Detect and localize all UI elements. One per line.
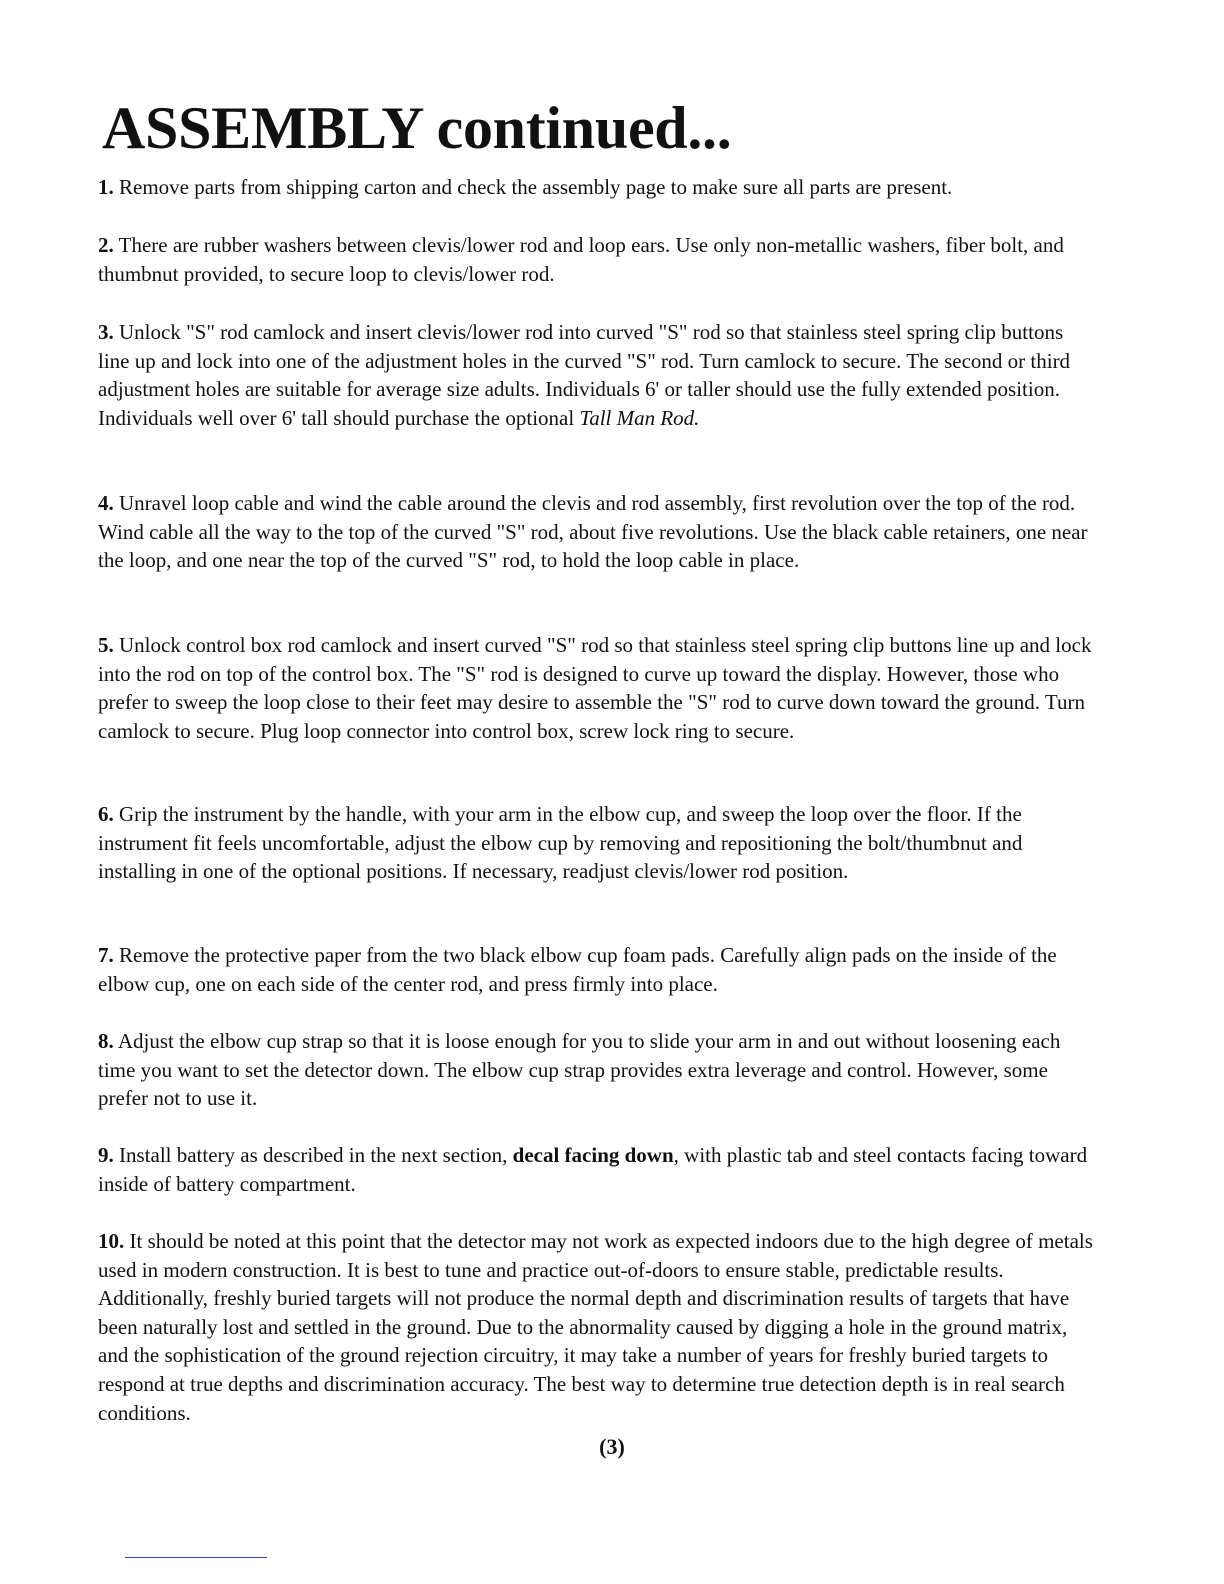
step-text: Unlock control box rod camlock and insert curved "S" rod so that stainless steel spring clip buttons line up and lock into the rod on top of the control box. The "S" rod is designed to curve up toward the display. However, those who prefer to sweep the loop close to their feet may desire to assemble the "S" rod to curve down toward the ground. Turn camlock to secure. Plug loop connector into control box, screw lock ring to secure. (98, 633, 1092, 743)
step-number: 6. (98, 802, 114, 826)
step-text: , with plastic tab and steel contacts facing toward inside of battery compartment. (98, 1143, 1088, 1196)
step-text: Remove parts from shipping carton and check the assembly page to make sure all parts are present. (113, 175, 953, 199)
footnote-rule (125, 1557, 267, 1558)
step-text: Unlock "S" rod camlock and insert clevis/lower rod into curved "S" rod so that stainless steel spring clip buttons line up and lock into one of the adjustment holes in the curved "S" rod. Turn camlock to secure. The second or third adjustment holes are suitable for average size adults. Individuals 6' or taller should use the fully extended position. Individuals well over 6' tall should purchase the optional (98, 320, 1071, 430)
step-text: Grip the instrument by the handle, with your arm in the elbow cup, and sweep the loop over the floor. If the instrument fit feels uncomfortable, adjust the elbow cup by removing and repositioning the bolt/thumbnut and installing in one of the optional positions. If necessary, readjust clevis/lower rod position. (98, 802, 1023, 884)
step-number: 1. (98, 175, 114, 199)
step-10 (98, 1227, 1098, 1427)
step-8 (98, 1027, 1098, 1113)
step-3 (98, 318, 1098, 432)
page-number: (3) (599, 1434, 625, 1459)
step-text: Install battery as described in the next section, (113, 1143, 513, 1167)
step-7 (98, 941, 1098, 998)
step-text: It should be noted at this point that the detector may not work as expected indoors due to the high degree of metals used in modern construction. It is best to tune and practice out-of-doors to ensure stable, predictable results. Additionally, freshly buried targets will not produce the normal depth and discrimination results of targets that have been naturally lost and settled in the ground. Due to the abnormality caused by digging a hole in the ground matrix, and the sophistication of the ground rejection circuitry, it may take a number of years for freshly buried targets to respond at true depths and discrimination accuracy. The best way to determine true detection depth is in real search conditions. (98, 1229, 1093, 1425)
step-6 (98, 800, 1098, 886)
step-number: 2. (98, 233, 114, 257)
step-number: 7. (98, 943, 114, 967)
step-2 (98, 231, 1098, 288)
step-text: Unravel loop cable and wind the cable around the clevis and rod assembly, first revolution over the top of the rod. Wind cable all the way to the top of the curved "S" rod, about five revolutions. Use the black cable retainers, one near the loop, and one near the top of the curved "S" rod, to hold the loop cable in place. (98, 491, 1088, 573)
step-number: 4. (98, 491, 114, 515)
step-1 (98, 173, 1098, 202)
step-text: There are rubber washers between clevis/lower rod and loop ears. Use only non-metallic washers, fiber bolt, and thumbnut provided, to secure loop to clevis/lower rod. (98, 233, 1064, 286)
step-number: 9. (98, 1143, 114, 1167)
step-text: Adjust the elbow cup strap so that it is loose enough for you to slide your arm in and out without loosening each time you want to set the detector down. The elbow cup strap provides extra leverage and control. However, some prefer not to use it. (98, 1029, 1061, 1111)
page-title: ASSEMBLY continued... (102, 95, 732, 161)
step-text-bold: decal facing down (512, 1143, 674, 1167)
step-number: 8. (98, 1029, 114, 1053)
step-4 (98, 489, 1098, 575)
step-text: Remove the protective paper from the two black elbow cup foam pads. Carefully align pads on the inside of the elbow cup, one on each side of the center rod, and press firmly into place. (98, 943, 1057, 996)
step-number: 10. (98, 1229, 125, 1253)
step-9 (98, 1141, 1098, 1198)
step-number: 5. (98, 633, 114, 657)
step-number: 3. (98, 320, 114, 344)
step-text-italic: Tall Man Rod. (579, 405, 700, 430)
step-5 (98, 631, 1098, 745)
